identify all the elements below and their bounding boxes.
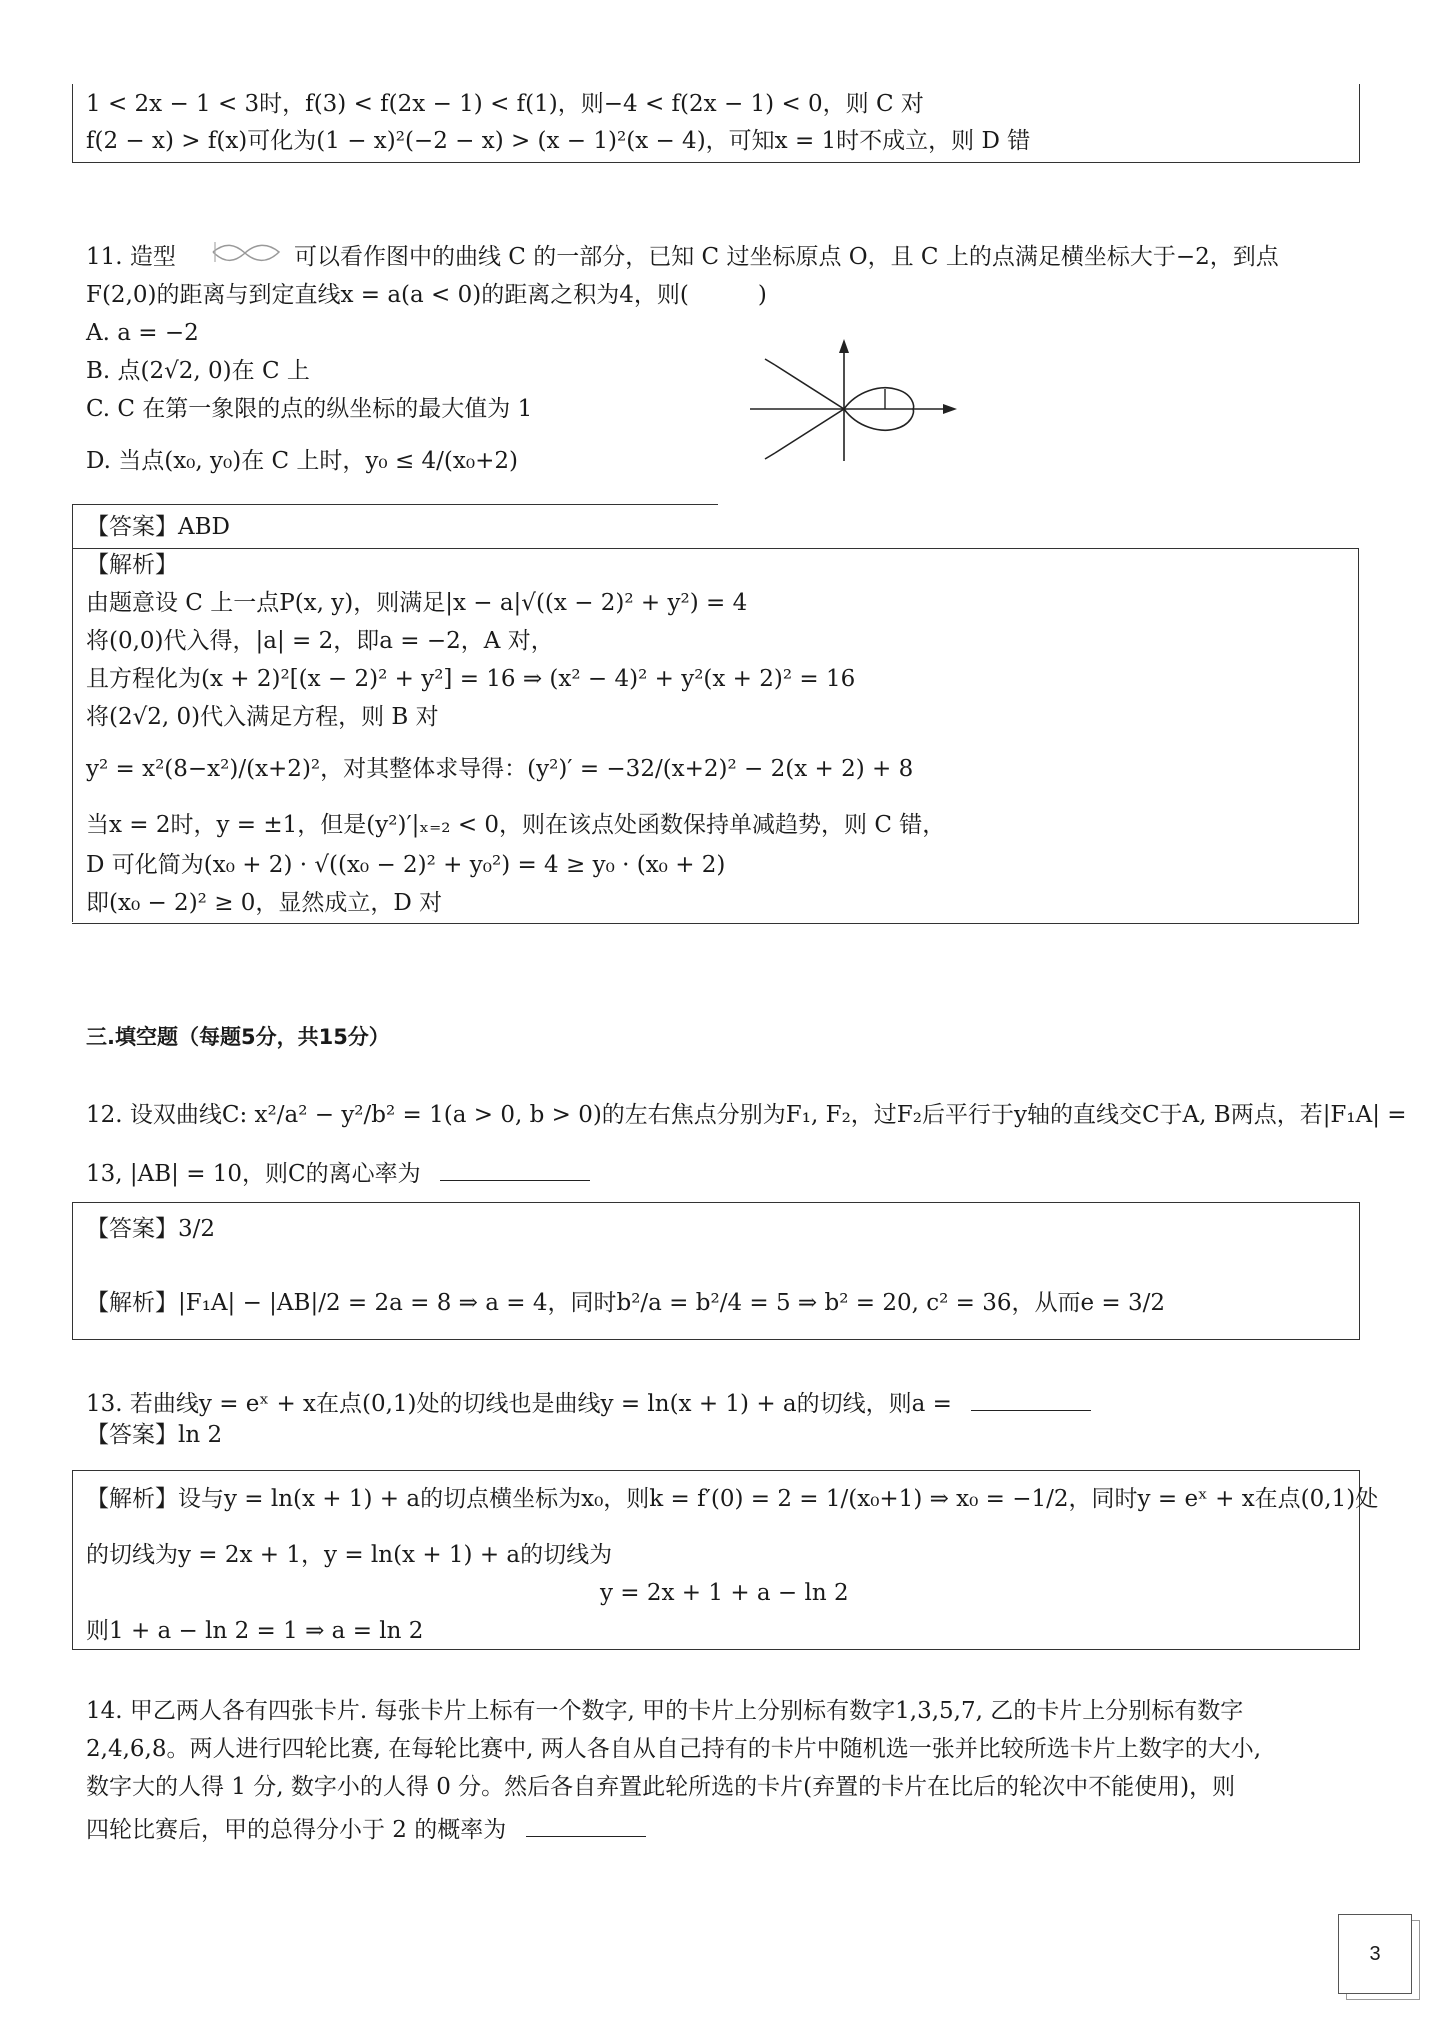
q11-option-c: C. C 在第一象限的点的纵坐标的最大值为 1: [86, 396, 533, 422]
top-box-line-2: f(2 − x) > f(x)可化为(1 − x)²(−2 − x) > (x − 1)²(x − 4)，可知x = 1时不成立，则 D 错: [86, 128, 1031, 154]
q12-answer: 【答案】3/2: [86, 1216, 216, 1242]
q12-line-2-text: 13, |AB| = 10，则C的离心率为: [86, 1161, 421, 1187]
q13-answer-blank[interactable]: [971, 1384, 1091, 1411]
q11-analysis-title: 【解析】: [86, 552, 178, 578]
q11-intro-main: 可以看作图中的曲线 C 的一部分，已知 C 过坐标原点 O，且 C 上的点满足横坐标大于−2，到点: [294, 244, 1279, 270]
q14-line-last-text: 四轮比赛后，甲的总得分小于 2 的概率为: [86, 1817, 507, 1843]
q13-analysis-line: 则1 + a − ln 2 = 1 ⇒ a = ln 2: [86, 1618, 424, 1644]
q14-line: 14. 甲乙两人各有四张卡片. 每张卡片上标有一个数字, 甲的卡片上分别标有数字1,3,5,7, 乙的卡片上分别标有数字: [86, 1698, 1244, 1724]
bow-shape-icon: [205, 238, 285, 268]
q14-line: 数字大的人得 1 分, 数字小的人得 0 分。然后各自弃置此轮所选的卡片(弃置的卡片在比后的轮次中不能使用)，则: [86, 1774, 1236, 1800]
q13-answer: 【答案】ln 2: [86, 1422, 223, 1448]
q12-line-1: 12. 设双曲线C: x²/a² − y²/b² = 1(a > 0, b > 0)的左右焦点分别为F₁, F₂，过F₂后平行于y轴的直线交C于A, B两点，若|F₁A| =: [86, 1102, 1407, 1128]
q14-line: 2,4,6,8。两人进行四轮比赛, 在每轮比赛中, 两人各自从自己持有的卡片中随机选一张并比较所选卡片上数字的大小,: [86, 1736, 1262, 1762]
q13-line-1-text: 13. 若曲线y = eˣ + x在点(0,1)处的切线也是曲线y = ln(x + 1) + a的切线，则a =: [86, 1391, 952, 1417]
page-number-box: [1338, 1914, 1412, 1994]
q13-analysis-line: 【解析】设与y = ln(x + 1) + a的切点横坐标为x₀，则k = f′(0) = 2 = 1/(x₀+1) ⇒ x₀ = −1/2，同时y = eˣ + x在点(0,1)处: [86, 1486, 1379, 1512]
q11-option-a: A. a = −2: [86, 320, 199, 346]
q13-line-1: [86, 1384, 1091, 1419]
q11-intro-prefix: 11. 造型: [86, 244, 176, 270]
q12-answer-box: [72, 1202, 1360, 1340]
page-number: 3: [1369, 1943, 1381, 1965]
q11-option-b: B. 点(2√2, 0)在 C 上: [86, 358, 310, 384]
q11-analysis-line: 当x = 2时，y = ±1，但是(y²)′|ₓ₌₂ < 0，则在该点处函数保持单减趋势，则 C 错，: [86, 812, 946, 838]
q11-answer-box-top-rule: [72, 504, 718, 505]
q12-line-2: [86, 1154, 590, 1189]
q14-line-last: [86, 1810, 646, 1845]
top-box-line-1: 1 < 2x − 1 < 3时，f(3) < f(2x − 1) < f(1)，则−4 < f(2x − 1) < 0，则 C 对: [86, 91, 924, 117]
q11-option-d: D. 当点(x₀, y₀)在 C 上时，y₀ ≤ 4/(x₀+2): [86, 448, 518, 474]
q11-analysis-line: D 可化简为(x₀ + 2) · √((x₀ − 2)² + y₀²) = 4 ≥ y₀ · (x₀ + 2): [86, 852, 726, 878]
q12-answer-blank[interactable]: [440, 1154, 590, 1181]
q11-analysis-line: 即(x₀ − 2)² ≥ 0，显然成立，D 对: [86, 890, 443, 916]
q13-analysis-line-centered: y = 2x + 1 + a − ln 2: [600, 1580, 849, 1606]
q11-answer: 【答案】ABD: [86, 514, 230, 540]
q12-analysis: 【解析】|F₁A| − |AB|/2 = 2a = 8 ⇒ a = 4，同时b²/a = b²/4 = 5 ⇒ b² = 20, c² = 36，从而e = 3/2: [86, 1290, 1166, 1316]
q11-analysis-line: 且方程化为(x + 2)²[(x − 2)² + y²] = 16 ⇒ (x² − 4)² + y²(x + 2)² = 16: [86, 666, 856, 692]
q11-analysis-line: y² = x²(8−x²)/(x+2)²，对其整体求导得：(y²)′ = −32/(x+2)² − 2(x + 2) + 8: [86, 756, 914, 782]
section-heading: 三.填空题（每题5分，共15分）: [86, 1025, 390, 1049]
q11-analysis-line: 将(0,0)代入得，|a| = 2，即a = −2，A 对，: [86, 628, 554, 654]
q14-answer-blank[interactable]: [526, 1810, 646, 1837]
q13-analysis-line: 的切线为y = 2x + 1，y = ln(x + 1) + a的切线为: [86, 1542, 613, 1568]
curve-figure: [745, 335, 965, 465]
q11-analysis-line: 将(2√2, 0)代入满足方程，则 B 对: [86, 704, 439, 730]
q11-analysis-line: 由题意设 C 上一点P(x, y)，则满足|x − a|√((x − 2)² + y²) = 4: [86, 590, 748, 616]
q11-intro-line-2: F(2,0)的距离与到定直线x = a(a < 0)的距离之积为4，则( ): [86, 282, 767, 308]
